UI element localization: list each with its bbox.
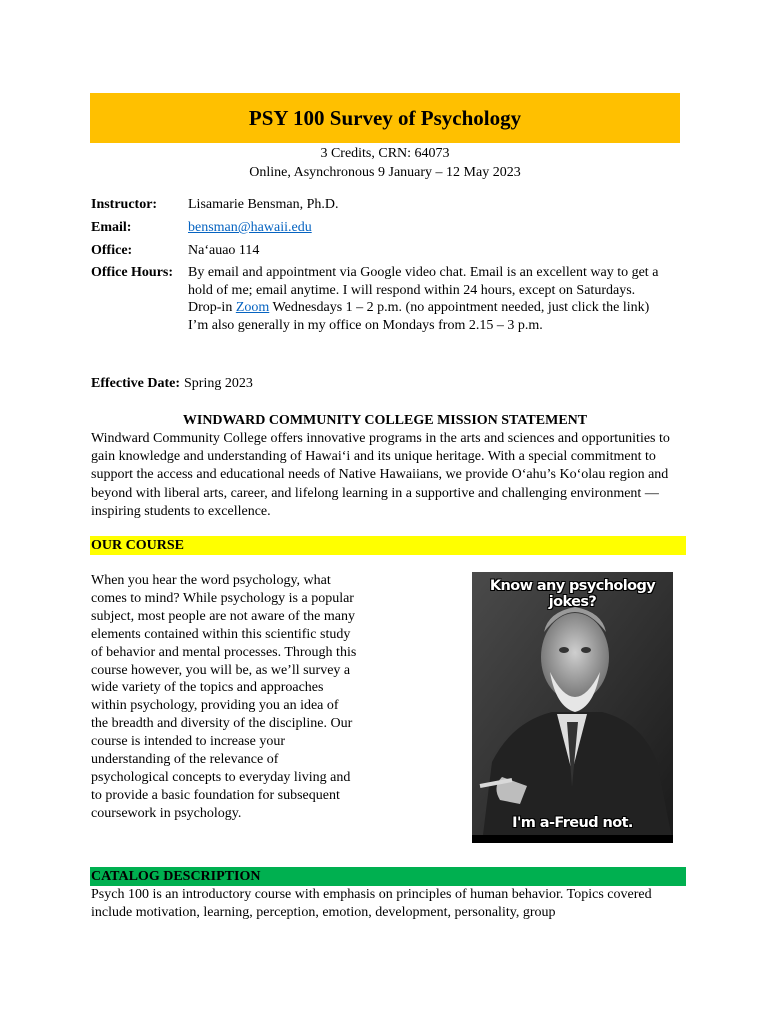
catalog-bar — [90, 867, 686, 886]
meme-bottom-caption: I'm a-Freud not. — [512, 815, 633, 831]
instructor-label: Instructor: — [91, 197, 158, 212]
our-course-bar — [90, 536, 686, 555]
effective-date-label: Effective Date: — [91, 376, 181, 391]
office-row — [91, 242, 681, 260]
dropin-suffix: Wednesdays 1 – 2 p.m. (no appointment needed, just click the link) — [269, 300, 650, 315]
email-link[interactable]: bensman@hawaii.edu — [188, 220, 312, 235]
freud-meme-image — [472, 572, 673, 843]
title-banner — [90, 93, 680, 143]
schedule-line: Online, Asynchronous 9 January – 12 May 2023 — [249, 165, 521, 180]
office-hours-monday: I’m also generally in my office on Mondays from 2.15 – 3 p.m. — [188, 317, 543, 333]
office-hours-dropin — [188, 299, 681, 317]
effective-date-value: Spring 2023 — [184, 376, 253, 391]
mission-heading: WINDWARD COMMUNITY COLLEGE MISSION STATEMENT — [182, 413, 588, 428]
mission-text: Windward Community College offers innovative programs in the arts and sciences and opportunities to gain knowledge and understanding of Hawai‘i and its unique heritage. With a special commitment to support the access and educational needs of Native Hawaiians, we provide O‘ahu’s Ko‘olau region and beyond with liberal arts, career, and lifelong learning in a supportive and challenging environment — inspiring students to excellence. — [91, 431, 670, 519]
office-hours-label: Office Hours: — [91, 265, 174, 280]
office-hours-row — [91, 264, 681, 334]
effective-date-row — [91, 375, 681, 393]
instructor-row — [91, 196, 681, 214]
instructor-value: Lisamarie Bensman, Ph.D. — [188, 197, 339, 212]
email-label: Email: — [91, 220, 132, 235]
office-hours-text: By email and appointment via Google video chat. Email is an excellent way to get a hold of me; email anytime. I will respond within 24 hours, except on Saturdays. — [188, 265, 659, 298]
our-course-text: When you hear the word psychology, what comes to mind? While psychology is a popular subject, most people are not aware of the many elements contained within this scientific study of behavior and mental processes. Through this course however, you will be, as we’ll survey a wide variety of the topics and approaches within psychology, providing you an idea of the breadth and diversity of the discipline. Our course is intended to increase your understanding of the relevance of psychological concepts to everyday living and to provide a basic foundation for subsequent coursework in psychology. — [91, 573, 357, 821]
credits-line: 3 Credits, CRN: 64073 — [320, 146, 450, 161]
freud-portrait-graphic — [472, 572, 673, 843]
catalog-heading: CATALOG DESCRIPTION — [91, 869, 261, 884]
zoom-link[interactable]: Zoom — [235, 300, 270, 315]
email-row — [91, 219, 681, 237]
office-value: Na‘auao 114 — [188, 243, 260, 258]
dropin-prefix: Drop-in — [188, 300, 236, 315]
course-title: PSY 100 Survey of Psychology — [248, 105, 522, 130]
office-label: Office: — [91, 243, 133, 258]
catalog-text: Psych 100 is an introductory course with emphasis on principles of human behavior. Topics covered include motivation, learning, perception, emotion, development, personality, group — [91, 887, 652, 921]
meme-top-caption: Know any psychology jokes? — [489, 578, 656, 610]
our-course-heading: OUR COURSE — [91, 538, 184, 553]
